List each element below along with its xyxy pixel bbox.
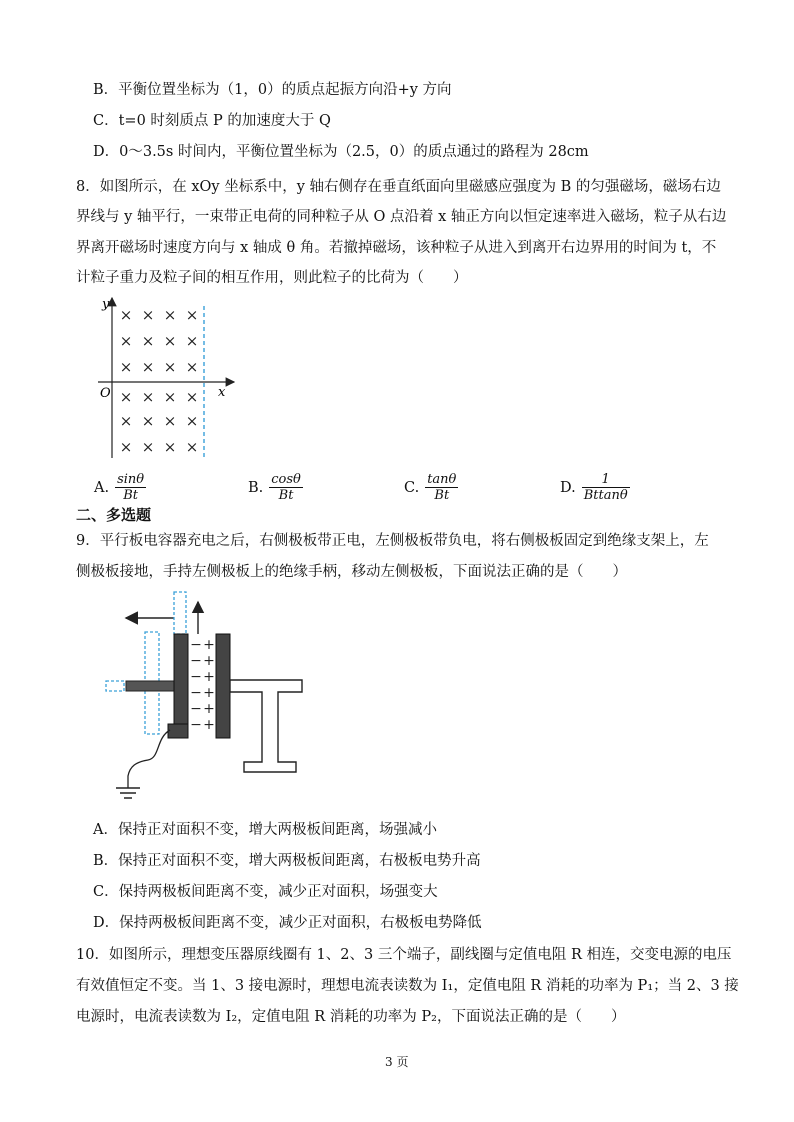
field-into-page-mark: × [119, 306, 133, 324]
page-number: 3 页 [385, 1055, 409, 1069]
field-into-page-mark: × [163, 388, 177, 406]
field-into-page-mark: × [119, 388, 133, 406]
q10-stem-line-1: 10．如图所示，理想变压器原线圈有 1、2、3 三个端子，副线圈与定值电阻 R 相连，交变电源的电压 [76, 947, 732, 963]
q8-stem-line-3: 界离开磁场时速度方向与 x 轴成 θ 角。若撤掉磁场，该种粒子从进入到离开右边界用的时间为 t，不 [76, 240, 717, 256]
y-axis-label: y [102, 297, 110, 312]
q8-option-d-label: D. [560, 479, 576, 496]
field-into-page-mark: × [185, 412, 199, 430]
q9-option-c: C．保持两极板间距离不变，减少正对面积，场强变大 [93, 884, 438, 900]
insulating-stand [230, 680, 302, 772]
q8-option-c-fraction [425, 472, 458, 503]
positive-charge-sign: + [203, 717, 215, 733]
field-into-page-mark: × [163, 438, 177, 456]
q8-option-a [94, 472, 146, 503]
field-into-page-mark: × [119, 358, 133, 376]
ground-wire [128, 730, 170, 788]
field-into-page-mark: × [141, 358, 155, 376]
right-plate [216, 634, 230, 738]
positive-charge-sign: + [203, 685, 215, 701]
q9-option-b: B．保持正对面积不变，增大两极板间距离，右极板电势升高 [93, 853, 481, 869]
q8-option-b-label: B. [248, 479, 264, 496]
ground-symbol [116, 788, 140, 798]
q9-stem-line-2: 侧极板接地，手持左侧极板上的绝缘手柄，移动左侧极板，下面说法正确的是（ ） [76, 564, 627, 580]
positive-charge-sign: + [203, 637, 215, 653]
field-marks [120, 306, 199, 456]
positive-charge-sign: + [203, 653, 215, 669]
field-into-page-mark: × [163, 332, 177, 350]
field-into-page-mark: × [185, 388, 199, 406]
q8-stem-line-2: 界线与 y 轴平行，一束带正电荷的同种粒子从 O 点沿着 x 轴正方向以恒定速率进入磁场，粒子从右边 [76, 209, 727, 225]
q9-capacitor-figure [100, 588, 310, 810]
q9-stem-line-1: 9．平行板电容器充电之后，右侧极板带正电，左侧极板带负电，将右侧极板固定到绝缘支架上，左 [76, 533, 709, 549]
field-into-page-mark: × [119, 412, 133, 430]
q8-option-d [560, 472, 630, 503]
q8-option-a-fraction [115, 472, 146, 503]
field-into-page-mark: × [163, 412, 177, 430]
q7-option-d: D．0～3.5s 时间内，平衡位置坐标为（2.5，0）的质点通过的路程为 28cm [93, 144, 589, 160]
q8-option-c [404, 472, 458, 503]
shifted-handle-outline [106, 681, 124, 691]
charge-signs [190, 637, 215, 733]
q7-option-b: B．平衡位置坐标为（1，0）的质点起振方向沿+y 方向 [93, 82, 452, 98]
q10-stem-line-2: 有效值恒定不变。当 1、3 接电源时，理想电流表读数为 I₁，定值电阻 R 消耗的功率为 P₁；当 2、3 接 [76, 978, 739, 994]
field-into-page-mark: × [141, 388, 155, 406]
fraction-numerator: 1 [582, 472, 630, 488]
positive-charge-sign: + [203, 669, 215, 685]
fraction-denominator: Bt [434, 488, 450, 503]
positive-charge-sign: + [203, 701, 215, 717]
fraction-denominator: Bttanθ [583, 488, 628, 503]
field-into-page-mark: × [141, 332, 155, 350]
negative-charge-sign: − [190, 717, 202, 733]
q10-stem-line-3: 电源时，电流表读数为 I₂，定值电阻 R 消耗的功率为 P₂，下面说法正确的是（ ） [76, 1009, 626, 1025]
fraction-numerator: sinθ [117, 472, 145, 487]
q9-option-d: D．保持两极板间距离不变，减少正对面积，右极板电势降低 [93, 915, 482, 931]
q8-option-d-fraction [582, 472, 630, 503]
field-into-page-mark: × [185, 438, 199, 456]
field-into-page-mark: × [141, 438, 155, 456]
q8-option-c-label: C. [404, 479, 420, 496]
origin-label: O [100, 386, 111, 401]
q8-stem-line-1: 8．如图所示，在 xOy 坐标系中，y 轴右侧存在垂直纸面向里磁感应强度为 B 的匀强磁场，磁场右边 [76, 179, 721, 195]
field-into-page-mark: × [119, 438, 133, 456]
field-into-page-mark: × [163, 306, 177, 324]
negative-charge-sign: − [190, 653, 202, 669]
q9-option-a: A．保持正对面积不变，增大两极板间距离，场强减小 [93, 822, 437, 838]
field-into-page-mark: × [185, 358, 199, 376]
field-into-page-mark: × [141, 306, 155, 324]
negative-charge-sign: − [190, 685, 202, 701]
field-into-page-mark: × [141, 412, 155, 430]
fraction-numerator: tanθ [427, 472, 457, 487]
field-into-page-mark: × [163, 358, 177, 376]
fraction-numerator: cosθ [271, 472, 301, 487]
q8-option-b [248, 472, 303, 503]
negative-charge-sign: − [190, 701, 202, 717]
q8-option-a-label: A. [94, 479, 110, 496]
x-axis-label: x [218, 385, 226, 400]
fraction-denominator: Bt [278, 488, 294, 503]
q8-magnetic-field-figure [88, 292, 248, 460]
field-into-page-mark: × [185, 332, 199, 350]
section-heading-multiple-choice: 二、多选题 [76, 506, 152, 524]
negative-charge-sign: − [190, 669, 202, 685]
left-plate-foot [168, 724, 188, 738]
negative-charge-sign: − [190, 637, 202, 653]
q7-option-c: C．t=0 时刻质点 P 的加速度大于 Q [93, 113, 331, 129]
q8-option-b-fraction [269, 472, 303, 503]
q8-stem-line-4: 计粒子重力及粒子间的相互作用，则此粒子的比荷为（ ） [76, 270, 468, 286]
fraction-denominator: Bt [123, 488, 138, 503]
field-into-page-mark: × [185, 306, 199, 324]
field-into-page-mark: × [119, 332, 133, 350]
left-plate [174, 634, 188, 738]
left-plate-handle [126, 681, 176, 691]
shifted-up-plate-outline [174, 592, 186, 634]
